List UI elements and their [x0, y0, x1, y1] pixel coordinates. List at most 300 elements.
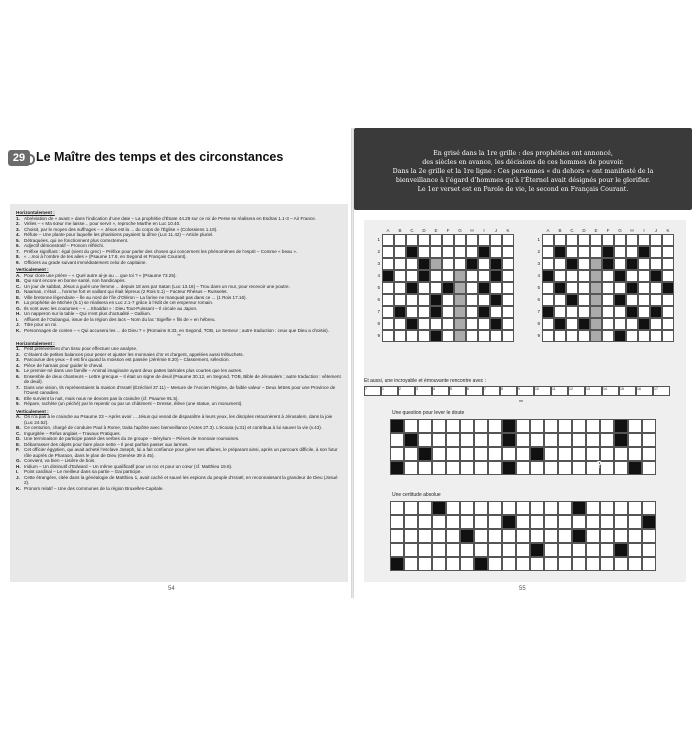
shaded-cell[interactable]	[454, 294, 466, 306]
grid-cell[interactable]	[662, 294, 674, 306]
puzzle-cell[interactable]	[474, 515, 488, 529]
puzzle-cell[interactable]	[572, 557, 586, 571]
puzzle-cell[interactable]	[530, 501, 544, 515]
strip-cell[interactable]: 8	[500, 386, 517, 396]
grid-cell[interactable]	[614, 234, 626, 246]
grid-cell[interactable]	[394, 330, 406, 342]
grid-cell[interactable]	[490, 306, 502, 318]
grid-cell[interactable]	[602, 306, 614, 318]
grid-cell[interactable]	[478, 330, 490, 342]
strip-cell[interactable]: 4	[432, 386, 449, 396]
puzzle-cell[interactable]	[488, 515, 502, 529]
grid-cell[interactable]	[602, 294, 614, 306]
puzzle-cell[interactable]	[432, 543, 446, 557]
puzzle-cell[interactable]	[488, 447, 502, 461]
grid-cell[interactable]	[394, 318, 406, 330]
puzzle-cell[interactable]	[488, 461, 502, 475]
grid-cell[interactable]	[442, 234, 454, 246]
strip-cell[interactable]: 7	[364, 386, 381, 396]
puzzle-cell[interactable]	[460, 543, 474, 557]
puzzle-cell[interactable]	[600, 543, 614, 557]
puzzle-cell[interactable]	[418, 529, 432, 543]
grid-cell[interactable]	[662, 318, 674, 330]
puzzle-cell[interactable]	[530, 529, 544, 543]
grid-cell[interactable]	[430, 246, 442, 258]
grid-cell[interactable]	[650, 258, 662, 270]
grid-cell[interactable]	[382, 330, 394, 342]
grid-cell[interactable]	[394, 294, 406, 306]
puzzle-cell[interactable]	[432, 433, 446, 447]
puzzle-cell[interactable]	[586, 433, 600, 447]
grid-cell[interactable]	[614, 246, 626, 258]
puzzle-cell[interactable]	[628, 529, 642, 543]
puzzle-cell[interactable]	[614, 501, 628, 515]
grid-cell[interactable]	[466, 270, 478, 282]
puzzle-cell[interactable]	[446, 557, 460, 571]
grid-cell[interactable]	[650, 294, 662, 306]
puzzle-cell[interactable]	[474, 419, 488, 433]
grid-cell[interactable]	[454, 234, 466, 246]
puzzle-cell[interactable]	[404, 557, 418, 571]
puzzle-cell[interactable]	[418, 461, 432, 475]
puzzle-cell[interactable]	[418, 501, 432, 515]
grid-cell[interactable]	[650, 246, 662, 258]
puzzle-cell[interactable]	[586, 543, 600, 557]
grid-cell[interactable]	[478, 234, 490, 246]
grid-cell[interactable]	[406, 306, 418, 318]
puzzle-cell[interactable]	[432, 461, 446, 475]
grid-cell[interactable]	[578, 294, 590, 306]
puzzle-cell[interactable]	[432, 419, 446, 433]
puzzle-cell[interactable]	[488, 419, 502, 433]
puzzle-cell[interactable]	[404, 501, 418, 515]
puzzle-cell[interactable]	[600, 433, 614, 447]
grid-cell[interactable]	[406, 294, 418, 306]
puzzle-cell[interactable]	[544, 557, 558, 571]
puzzle-cell[interactable]	[446, 501, 460, 515]
puzzle-cell[interactable]	[432, 515, 446, 529]
puzzle-cell[interactable]	[418, 515, 432, 529]
grid-cell[interactable]	[418, 318, 430, 330]
puzzle-cell[interactable]	[460, 419, 474, 433]
puzzle-cell[interactable]	[488, 529, 502, 543]
grid-cell[interactable]	[442, 318, 454, 330]
puzzle-cell[interactable]	[642, 433, 656, 447]
shaded-cell[interactable]	[454, 318, 466, 330]
puzzle-cell[interactable]	[628, 515, 642, 529]
grid-cell[interactable]	[430, 270, 442, 282]
grid-cell[interactable]	[638, 306, 650, 318]
puzzle-cell[interactable]	[404, 515, 418, 529]
grid-cell[interactable]	[638, 270, 650, 282]
strip-cell[interactable]: 14	[602, 386, 619, 396]
puzzle-cell[interactable]	[586, 419, 600, 433]
grid-cell[interactable]	[638, 330, 650, 342]
grid-cell[interactable]	[542, 318, 554, 330]
grid-cell[interactable]	[382, 282, 394, 294]
puzzle-cell[interactable]	[474, 447, 488, 461]
grid-cell[interactable]	[554, 234, 566, 246]
grid-cell[interactable]	[638, 234, 650, 246]
puzzle-cell[interactable]	[572, 419, 586, 433]
grid-cell[interactable]	[466, 318, 478, 330]
puzzle-cell[interactable]	[460, 447, 474, 461]
strip-cell[interactable]: 17	[653, 386, 670, 396]
grid-cell[interactable]	[502, 234, 514, 246]
grid-cell[interactable]	[478, 318, 490, 330]
grid-cell[interactable]	[566, 306, 578, 318]
puzzle-cell[interactable]	[390, 433, 404, 447]
strip-cell[interactable]: 9	[517, 386, 534, 396]
puzzle-cell[interactable]	[460, 461, 474, 475]
puzzle-cell[interactable]	[488, 557, 502, 571]
grid-cell[interactable]	[394, 282, 406, 294]
grid-cell[interactable]	[602, 282, 614, 294]
grid-cell[interactable]	[418, 294, 430, 306]
puzzle-cell[interactable]	[432, 447, 446, 461]
puzzle-cell[interactable]	[474, 501, 488, 515]
grid-cell[interactable]	[578, 282, 590, 294]
puzzle-cell[interactable]	[558, 543, 572, 557]
grid-cell[interactable]	[566, 330, 578, 342]
shaded-cell[interactable]	[454, 330, 466, 342]
grid-cell[interactable]	[626, 270, 638, 282]
shaded-cell[interactable]	[454, 282, 466, 294]
grid-cell[interactable]	[542, 246, 554, 258]
puzzle-cell[interactable]	[572, 447, 586, 461]
grid-cell[interactable]	[626, 294, 638, 306]
grid-cell[interactable]	[478, 270, 490, 282]
puzzle-cell[interactable]	[586, 529, 600, 543]
puzzle-cell[interactable]	[418, 433, 432, 447]
puzzle-cell[interactable]	[558, 433, 572, 447]
puzzle-cell[interactable]	[516, 515, 530, 529]
grid-cell[interactable]	[418, 330, 430, 342]
grid-cell[interactable]	[454, 258, 466, 270]
grid-cell[interactable]	[542, 234, 554, 246]
puzzle-cell[interactable]	[544, 447, 558, 461]
puzzle-cell[interactable]	[628, 501, 642, 515]
grid-cell[interactable]	[430, 318, 442, 330]
puzzle-cell[interactable]	[558, 529, 572, 543]
grid-cell[interactable]	[382, 294, 394, 306]
puzzle-cell[interactable]	[558, 419, 572, 433]
puzzle-cell[interactable]	[474, 433, 488, 447]
grid-cell[interactable]	[554, 294, 566, 306]
puzzle-cell[interactable]	[460, 557, 474, 571]
puzzle-cell[interactable]	[390, 515, 404, 529]
grid-cell[interactable]	[566, 282, 578, 294]
grid-cell[interactable]	[466, 306, 478, 318]
strip-cell[interactable]: 3	[415, 386, 432, 396]
grid-cell[interactable]	[638, 258, 650, 270]
strip-cell[interactable]: 2	[398, 386, 415, 396]
puzzle-cell[interactable]	[544, 501, 558, 515]
grid-cell[interactable]	[614, 318, 626, 330]
puzzle-cell[interactable]	[600, 501, 614, 515]
puzzle-cell[interactable]	[474, 543, 488, 557]
grid-cell[interactable]	[502, 258, 514, 270]
puzzle-cell[interactable]	[502, 529, 516, 543]
puzzle-cell[interactable]	[390, 501, 404, 515]
puzzle-cell[interactable]	[460, 501, 474, 515]
puzzle-cell[interactable]	[614, 447, 628, 461]
grid-cell[interactable]	[662, 246, 674, 258]
grid-cell[interactable]	[590, 234, 602, 246]
grid-cell[interactable]	[442, 270, 454, 282]
shaded-cell[interactable]	[454, 270, 466, 282]
grid-cell[interactable]	[382, 306, 394, 318]
puzzle-cell[interactable]	[516, 419, 530, 433]
grid-cell[interactable]	[662, 306, 674, 318]
puzzle-cell[interactable]	[544, 419, 558, 433]
grid-cell[interactable]	[406, 258, 418, 270]
puzzle-cell[interactable]	[572, 515, 586, 529]
puzzle-cell[interactable]	[474, 461, 488, 475]
puzzle-cell[interactable]	[502, 501, 516, 515]
grid-cell[interactable]	[418, 234, 430, 246]
grid-cell[interactable]	[650, 318, 662, 330]
grid-cell[interactable]	[418, 246, 430, 258]
grid-cell[interactable]	[502, 246, 514, 258]
puzzle-cell[interactable]	[446, 433, 460, 447]
puzzle-cell[interactable]	[614, 529, 628, 543]
strip-cell[interactable]: 12	[568, 386, 585, 396]
grid-cell[interactable]	[578, 270, 590, 282]
grid-cell[interactable]	[454, 246, 466, 258]
strip-cell[interactable]: 6	[466, 386, 483, 396]
grid-cell[interactable]	[542, 294, 554, 306]
grid-cell[interactable]	[502, 294, 514, 306]
grid-cell[interactable]	[578, 258, 590, 270]
grid-cell[interactable]	[394, 234, 406, 246]
puzzle-cell[interactable]	[404, 419, 418, 433]
strip-cell[interactable]: 1	[381, 386, 398, 396]
puzzle-cell[interactable]	[544, 543, 558, 557]
grid-cell[interactable]	[578, 234, 590, 246]
grid-cell[interactable]	[650, 282, 662, 294]
grid-cell[interactable]	[466, 246, 478, 258]
grid-cell[interactable]	[406, 270, 418, 282]
puzzle-cell[interactable]	[446, 447, 460, 461]
shaded-cell[interactable]	[454, 306, 466, 318]
grid-cell[interactable]	[650, 330, 662, 342]
grid-cell[interactable]	[442, 306, 454, 318]
shaded-cell[interactable]	[590, 330, 602, 342]
grid-cell[interactable]	[554, 258, 566, 270]
puzzle-cell[interactable]	[488, 501, 502, 515]
shaded-cell[interactable]	[590, 270, 602, 282]
puzzle-cell[interactable]	[516, 529, 530, 543]
grid-cell[interactable]	[406, 330, 418, 342]
puzzle-cell[interactable]	[446, 419, 460, 433]
shaded-cell[interactable]	[590, 294, 602, 306]
grid-cell[interactable]	[430, 282, 442, 294]
grid-cell[interactable]	[442, 258, 454, 270]
grid-cell[interactable]	[602, 270, 614, 282]
puzzle-cell[interactable]	[516, 557, 530, 571]
puzzle-cell[interactable]	[586, 501, 600, 515]
puzzle-cell[interactable]	[516, 433, 530, 447]
grid-cell[interactable]	[406, 234, 418, 246]
strip-cell[interactable]: 7	[483, 386, 500, 396]
puzzle-cell[interactable]	[628, 543, 642, 557]
grid-cell[interactable]	[578, 246, 590, 258]
puzzle-cell[interactable]	[488, 543, 502, 557]
puzzle-cell[interactable]	[530, 515, 544, 529]
puzzle-cell[interactable]	[642, 447, 656, 461]
puzzle-cell[interactable]	[642, 419, 656, 433]
grid-cell[interactable]	[418, 282, 430, 294]
grid-cell[interactable]	[542, 330, 554, 342]
grid-cell[interactable]	[602, 330, 614, 342]
puzzle-cell[interactable]	[474, 529, 488, 543]
puzzle-cell[interactable]	[530, 461, 544, 475]
puzzle-cell[interactable]	[488, 433, 502, 447]
grid-cell[interactable]	[554, 306, 566, 318]
grid-cell[interactable]	[478, 294, 490, 306]
grid-cell[interactable]	[490, 330, 502, 342]
grid-cell[interactable]	[602, 318, 614, 330]
puzzle-cell[interactable]	[614, 515, 628, 529]
strip-cell[interactable]: 5	[449, 386, 466, 396]
puzzle-cell[interactable]	[558, 447, 572, 461]
puzzle-cell[interactable]	[404, 461, 418, 475]
puzzle-cell[interactable]	[530, 433, 544, 447]
puzzle-cell[interactable]	[558, 515, 572, 529]
puzzle-cell[interactable]	[558, 557, 572, 571]
grid-cell[interactable]	[466, 294, 478, 306]
grid-cell[interactable]	[394, 258, 406, 270]
grid-cell[interactable]	[614, 306, 626, 318]
puzzle-cell[interactable]	[572, 433, 586, 447]
grid-cell[interactable]	[566, 270, 578, 282]
puzzle-cell[interactable]	[642, 501, 656, 515]
puzzle-cell[interactable]	[544, 515, 558, 529]
shaded-cell[interactable]	[590, 318, 602, 330]
puzzle-cell[interactable]	[558, 501, 572, 515]
puzzle-cell[interactable]	[586, 515, 600, 529]
grid-cell[interactable]	[638, 294, 650, 306]
puzzle-cell[interactable]	[628, 433, 642, 447]
puzzle-cell[interactable]	[502, 447, 516, 461]
puzzle-cell[interactable]	[572, 543, 586, 557]
grid-cell[interactable]	[394, 246, 406, 258]
grid-cell[interactable]	[626, 318, 638, 330]
grid-cell[interactable]	[478, 258, 490, 270]
puzzle-cell[interactable]	[418, 557, 432, 571]
puzzle-cell[interactable]	[418, 543, 432, 557]
strip-cell[interactable]: 15	[619, 386, 636, 396]
grid-cell[interactable]	[502, 306, 514, 318]
puzzle-cell[interactable]	[544, 461, 558, 475]
puzzle-cell[interactable]	[642, 543, 656, 557]
strip-cell[interactable]: 13	[585, 386, 602, 396]
puzzle-cell[interactable]	[390, 543, 404, 557]
puzzle-cell[interactable]	[516, 461, 530, 475]
grid-cell[interactable]	[578, 306, 590, 318]
grid-cell[interactable]	[490, 282, 502, 294]
grid-cell[interactable]	[566, 318, 578, 330]
grid-cell[interactable]	[566, 246, 578, 258]
puzzle-cell[interactable]	[446, 529, 460, 543]
grid-cell[interactable]	[662, 330, 674, 342]
grid-cell[interactable]	[442, 246, 454, 258]
grid-cell[interactable]	[418, 306, 430, 318]
puzzle-cell[interactable]	[600, 529, 614, 543]
grid-cell[interactable]	[490, 234, 502, 246]
grid-cell[interactable]	[614, 282, 626, 294]
puzzle-cell[interactable]	[642, 461, 656, 475]
puzzle-cell[interactable]	[404, 543, 418, 557]
grid-cell[interactable]	[542, 282, 554, 294]
grid-cell[interactable]	[466, 234, 478, 246]
puzzle-cell[interactable]	[628, 447, 642, 461]
grid-cell[interactable]	[502, 318, 514, 330]
grid-cell[interactable]	[554, 270, 566, 282]
strip-cell[interactable]: 11	[551, 386, 568, 396]
puzzle-cell[interactable]	[628, 557, 642, 571]
grid-cell[interactable]	[626, 246, 638, 258]
puzzle-cell[interactable]	[572, 461, 586, 475]
puzzle-cell[interactable]	[516, 501, 530, 515]
puzzle-cell[interactable]	[446, 543, 460, 557]
grid-cell[interactable]	[638, 282, 650, 294]
puzzle-cell[interactable]	[390, 447, 404, 461]
strip-cell[interactable]: 10	[534, 386, 551, 396]
puzzle-cell[interactable]	[502, 543, 516, 557]
puzzle-cell[interactable]	[544, 433, 558, 447]
puzzle-cell[interactable]	[460, 433, 474, 447]
grid-cell[interactable]	[382, 318, 394, 330]
puzzle-cell[interactable]	[502, 557, 516, 571]
puzzle-cell[interactable]	[586, 447, 600, 461]
grid-cell[interactable]	[554, 330, 566, 342]
grid-cell[interactable]	[542, 258, 554, 270]
grid-cell[interactable]	[502, 270, 514, 282]
grid-cell[interactable]	[626, 234, 638, 246]
puzzle-cell[interactable]	[614, 461, 628, 475]
puzzle-cell[interactable]	[600, 419, 614, 433]
puzzle-cell[interactable]	[558, 461, 572, 475]
grid-cell[interactable]	[590, 246, 602, 258]
strip-cell[interactable]: 16	[636, 386, 653, 396]
puzzle-cell[interactable]	[418, 419, 432, 433]
grid-cell[interactable]	[430, 234, 442, 246]
grid-cell[interactable]	[442, 330, 454, 342]
puzzle-cell[interactable]	[446, 461, 460, 475]
puzzle-cell[interactable]	[544, 529, 558, 543]
puzzle-cell[interactable]	[642, 529, 656, 543]
grid-cell[interactable]	[502, 282, 514, 294]
grid-cell[interactable]	[614, 258, 626, 270]
grid-cell[interactable]	[502, 330, 514, 342]
puzzle-cell[interactable]	[530, 557, 544, 571]
puzzle-cell[interactable]	[404, 447, 418, 461]
puzzle-cell[interactable]	[516, 543, 530, 557]
puzzle-cell[interactable]	[628, 419, 642, 433]
puzzle-cell[interactable]	[614, 557, 628, 571]
puzzle-cell[interactable]	[460, 515, 474, 529]
puzzle-cell[interactable]	[432, 529, 446, 543]
puzzle-cell[interactable]	[390, 529, 404, 543]
grid-cell[interactable]	[442, 294, 454, 306]
puzzle-cell[interactable]	[600, 515, 614, 529]
grid-cell[interactable]	[626, 330, 638, 342]
shaded-cell[interactable]	[590, 306, 602, 318]
grid-cell[interactable]	[566, 234, 578, 246]
grid-cell[interactable]	[578, 330, 590, 342]
